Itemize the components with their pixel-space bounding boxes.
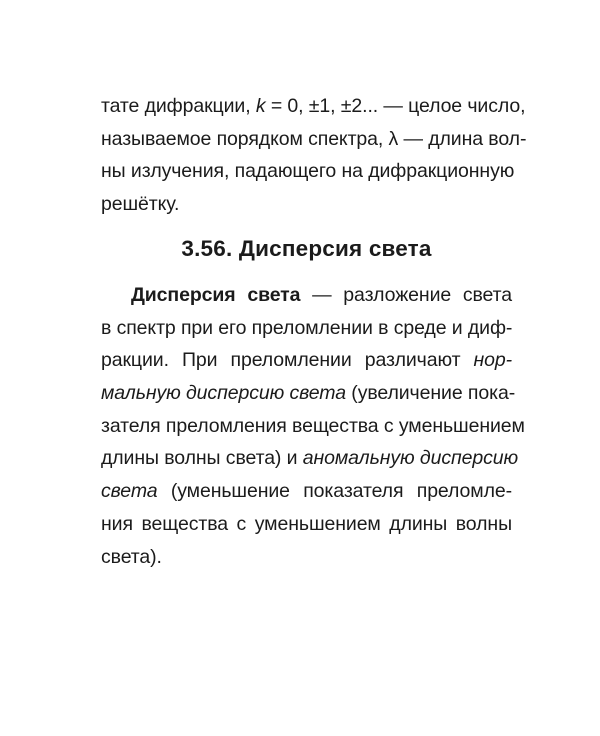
term-normal-dispersion: мальную дисперсию света [101, 382, 346, 405]
section-heading: 3.56. Дисперсия света [181, 236, 432, 261]
section-line-4 [101, 377, 516, 410]
section-line-3 [101, 344, 512, 377]
section-line-2: в спектр при его преломлении в среде и диф- [101, 316, 513, 339]
intro-line-3: ны излучения, падающего на дифракционную [101, 160, 515, 183]
section-line-6-text: длины волны света) и [101, 447, 303, 470]
section-line-5: зателя преломления вещества с уменьшением [101, 414, 525, 437]
section-line-4-rest: (увеличение пока- [345, 382, 516, 405]
section-line-1 [101, 279, 512, 312]
variable-k: k [255, 95, 266, 117]
section-line-6 [101, 442, 519, 475]
section-line-3-text: ракции. При преломлении различают [101, 349, 474, 372]
intro-line-1-text-b: = 0, ±1, ±2... — целое число, [265, 95, 526, 117]
section-line-3-italic: нор- [473, 349, 512, 372]
term-dispersion: Дисперсия света [131, 284, 301, 306]
section-paragraph [101, 279, 525, 573]
section-line-7 [101, 475, 512, 508]
intro-line-2: называемое порядком спектра, λ — длина вол- [101, 127, 527, 150]
section-line-9: света). [101, 545, 162, 568]
term-anomalous-dispersion: аномальную дисперсию [302, 447, 519, 470]
section-line-1-rest: — разложение света [300, 284, 513, 306]
intro-line-4: решётку. [101, 193, 180, 216]
intro-line-1-text-a: тате дифракции, [101, 95, 256, 117]
intro-line-1 [101, 90, 526, 123]
section-line-7-italic: света [101, 480, 158, 503]
section-line-7-rest: (уменьшение показателя преломле- [157, 480, 512, 503]
section-line-8: ния вещества с уменьшением длины волны [101, 512, 512, 535]
intro-paragraph [101, 90, 527, 221]
